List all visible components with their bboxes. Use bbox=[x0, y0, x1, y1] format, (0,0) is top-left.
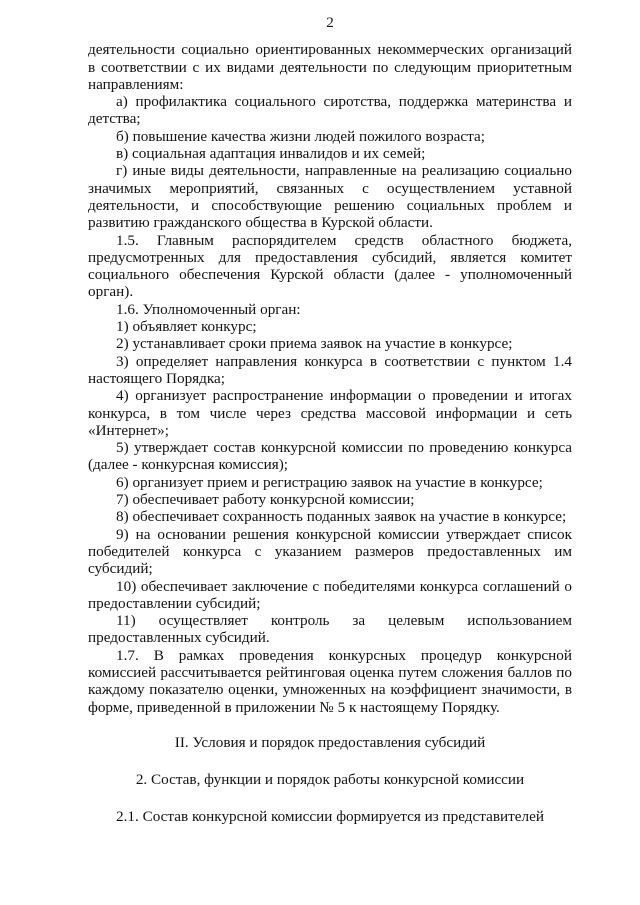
duty-9: 9) на основании решения конкурсной комиссии утверждает список победителей конкурса с указанием размеров предоставленных им субсидий; bbox=[88, 525, 572, 578]
duty-2: 2) устанавливает сроки приема заявок на участие в конкурсе; bbox=[116, 335, 513, 353]
paragraph-intro: деятельности социально ориентированных некоммерческих организаций в соответствии с их видами деятельности по следующим приоритетным направлениям: bbox=[88, 41, 572, 93]
duty-1: 1) объявляет конкурс; bbox=[116, 318, 257, 336]
clause-1-5: 1.5. Главным распорядителем средств областного бюджета, предусмотренных для предоставления субсидий, является комитет социального обеспечения Курской области (далее - уполномоченный орган). bbox=[88, 231, 572, 301]
duty-5: 5) утверждает состав конкурсной комиссии по проведению конкурса (далее - конкурсная комиссия); bbox=[88, 439, 572, 474]
duty-11: 11) осуществляет контроль за целевым использованием предоставленных субсидий. bbox=[88, 612, 572, 647]
page-number: 2 bbox=[326, 14, 334, 31]
clause-2-1: 2.1. Состав конкурсной комиссии формируется из представителей bbox=[116, 808, 544, 826]
duty-3: 3) определяет направления конкурса в соответствии с пунктом 1.4 настоящего Порядка; bbox=[88, 352, 572, 387]
duty-4: 4) организует распространение информации о проведении и итогах конкурса, в том числе через средства массовой информации и сеть «Интернет»; bbox=[88, 387, 572, 439]
list-item-v: в) социальная адаптация инвалидов и их семей; bbox=[116, 145, 426, 163]
clause-1-7: 1.7. В рамках проведения конкурсных процедур конкурсной комиссией рассчитывается рейтинговая оценка путем сложения баллов по каждому показателю оценки, умноженных на коэффициент значимости, в форме, приведенной в приложении № 5 к настоящему Порядку. bbox=[88, 646, 572, 716]
duty-6: 6) организует прием и регистрацию заявок на участие в конкурсе; bbox=[116, 473, 543, 491]
document-page bbox=[88, 14, 572, 826]
subsection-heading: 2. Состав, функции и порядок работы конкурсной комиссии bbox=[135, 771, 525, 789]
list-item-a: а) профилактика социального сиротства, поддержка материнства и детства; bbox=[88, 93, 572, 128]
duty-7: 7) обеспечивает работу конкурсной комиссии; bbox=[116, 491, 415, 509]
section-heading: II. Условия и порядок предоставления субсидий bbox=[174, 733, 486, 751]
list-item-b: б) повышение качества жизни людей пожилого возраста; bbox=[116, 127, 485, 145]
duty-10: 10) обеспечивает заключение с победителями конкурса соглашений о предоставлении субсидий; bbox=[88, 577, 572, 612]
duty-8: 8) обеспечивает сохранность поданных заявок на участие в конкурсе; bbox=[116, 508, 567, 526]
clause-1-6: 1.6. Уполномоченный орган: bbox=[116, 300, 301, 318]
list-item-g: г) иные виды деятельности, направленные на реализацию социально значимых мероприятий, связанных с осуществлением уставной деятельности, и способствующие решению социальных проблем и развитию гражданского общества в Курской области. bbox=[88, 162, 572, 232]
